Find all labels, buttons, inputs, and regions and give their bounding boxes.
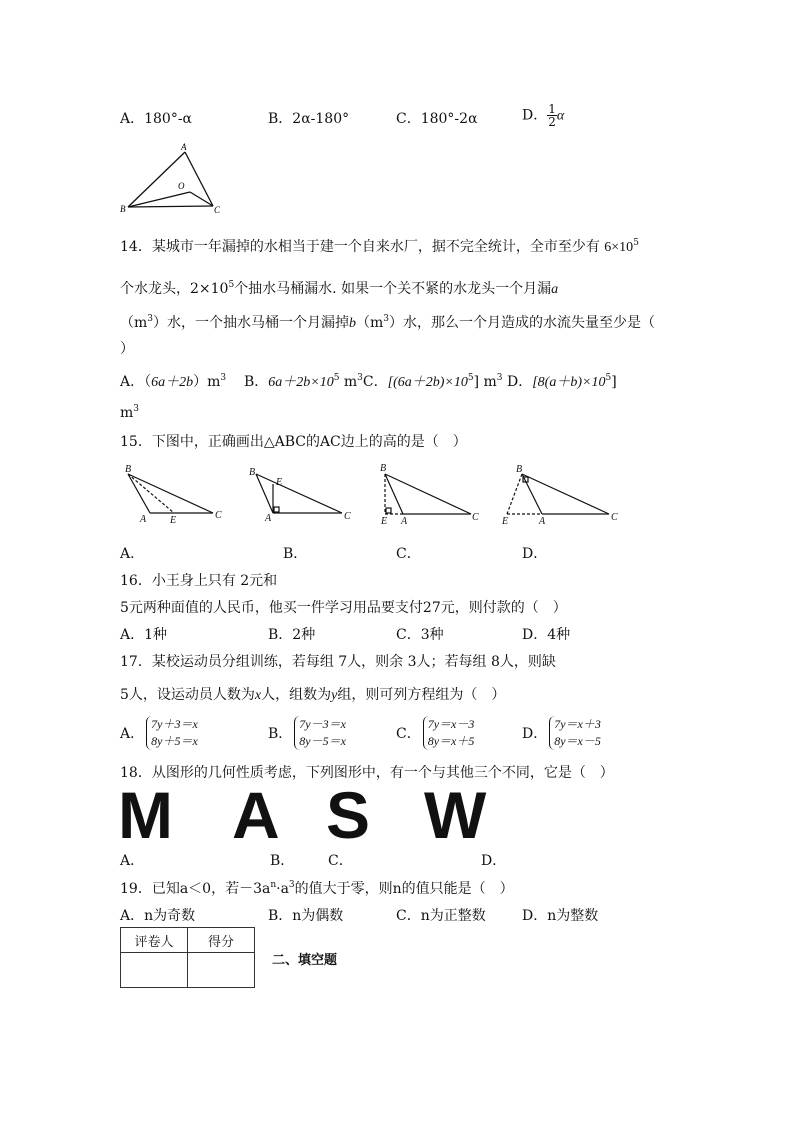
- q14-count1: 6×10: [604, 240, 634, 255]
- q18-option-d: D．: [481, 853, 507, 869]
- q14-line2: [120, 278, 558, 298]
- q15-option-b: B．: [283, 546, 308, 562]
- fig-label-c: C: [214, 205, 221, 215]
- q14-option-b-exp: 5: [333, 373, 340, 383]
- q17-option-a-label: A．: [120, 726, 145, 742]
- letter-w: W: [424, 778, 487, 852]
- q17-b-eq1: 7y－3＝x: [299, 717, 346, 731]
- q13-triangle-figure: [115, 142, 230, 216]
- q16-option-c: C．3种: [396, 627, 444, 643]
- q14-option-c-exp: 5: [467, 373, 474, 383]
- q17-a-eq1: 7y＋3＝x: [151, 717, 198, 731]
- q19-text-b: ·a: [276, 881, 289, 897]
- q14-option-d-close: ]: [611, 374, 617, 390]
- q17-line2a: 5人，设运动员人数为: [120, 687, 255, 703]
- frac-numerator: 1: [548, 102, 556, 116]
- q14-line3a: （m: [120, 315, 148, 331]
- fig-label-o: O: [178, 181, 185, 191]
- letter-a: A: [232, 778, 280, 852]
- fig-c-label-b: B: [380, 463, 387, 474]
- q18-option-a: A．: [120, 853, 145, 869]
- equation-system-d: [549, 716, 601, 750]
- q17-line2c: 组，则可列方程组为（ ）: [337, 687, 506, 703]
- q14-option-d-label: D．: [506, 374, 533, 390]
- fig-label-b: B: [120, 204, 126, 214]
- fraction-half: [547, 103, 557, 128]
- q17-d-eq1: 7y＝x＋3: [554, 717, 601, 731]
- q14-line3d: ）水，那么一个月造成的水流失量至少是（: [389, 315, 656, 331]
- q14-option-b-label: B．: [243, 374, 269, 390]
- q17-line2b: 人，组数为: [261, 687, 332, 703]
- letter-m: M: [118, 778, 173, 852]
- q14-line3b: ）水，一个抽水马桶一个月漏掉: [153, 315, 350, 331]
- q14-count2: 2×10: [190, 281, 229, 297]
- q14-options: [120, 371, 617, 391]
- q17-option-b-label: B．: [268, 726, 293, 742]
- q14-option-d-expr: [8(a＋b)×10: [532, 375, 606, 390]
- q17-line1: 17．某校运动员分组训练，若每组 7人，则余 3人；若每组 8人，则缺: [120, 654, 556, 670]
- equation-system-c: [423, 716, 475, 750]
- fig-b-label-e: E: [276, 477, 283, 488]
- q19-option-c: C．n为正整数: [396, 908, 486, 924]
- q17-option-c: [396, 716, 474, 750]
- q19-sup-3: 3: [288, 880, 295, 890]
- q14-option-a-cube: 3: [220, 373, 227, 383]
- q14-tail-unit: [120, 405, 139, 421]
- q14-var-a: a: [551, 282, 559, 297]
- frac-denominator: 2: [548, 115, 556, 129]
- q17-line2: [120, 684, 505, 704]
- q17-d-eq2: 8y＝x－5: [554, 734, 601, 748]
- fig-c-label-e: E: [381, 516, 388, 527]
- q13-option-d: [522, 103, 564, 128]
- q14-option-c-label: C．: [362, 374, 388, 390]
- score-table-score-header: 得分: [188, 928, 255, 953]
- q14-line2b: 个抽水马桶漏水. 如果一个关不紧的水龙头一个月漏: [234, 281, 552, 297]
- fig-a-label-b: B: [125, 464, 132, 475]
- q19-question: [120, 878, 514, 898]
- q14-line4: ）: [120, 341, 134, 357]
- fig-b-label-c: C: [344, 511, 351, 522]
- q15-figures: [110, 462, 630, 528]
- score-table-grader-cell[interactable]: [121, 953, 188, 988]
- section-title-fill-in: 二、填空题: [272, 953, 338, 968]
- fig-c-label-a: A: [401, 516, 408, 527]
- q19-option-a: A．n为奇数: [120, 908, 196, 924]
- fig-d-label-b: B: [516, 464, 523, 475]
- q14-option-c-unit: m: [483, 374, 497, 390]
- q17-a-eq2: 8y＋5＝x: [151, 734, 198, 748]
- score-table-score-cell[interactable]: [188, 953, 255, 988]
- q17-c-eq1: 7y＝x－3: [427, 717, 475, 731]
- q17-var-y: y: [331, 688, 338, 703]
- q17-b-eq2: 8y－5＝x: [299, 734, 346, 748]
- q14-number: 14．: [120, 239, 152, 255]
- q18-option-c: C．: [328, 853, 353, 869]
- score-table: [120, 927, 255, 988]
- fig-b-label-b: B: [249, 467, 256, 478]
- q16-option-d: D．4种: [522, 627, 571, 643]
- fig-b-label-a: A: [265, 513, 272, 524]
- q14-option-a-expr: 6a＋2b: [151, 375, 194, 390]
- equation-system-a: [146, 716, 198, 750]
- q18-question: 18．从图形的几何性质考虑，下列图形中，有一个与其他三个不同，它是（ ）: [120, 765, 614, 781]
- q14-option-d-exp: 5: [605, 373, 612, 383]
- fig-label-a: A: [181, 142, 187, 152]
- q16-line1: 16．小王身上只有 2元和: [120, 573, 278, 589]
- q17-option-b: [268, 716, 346, 750]
- q17-option-d-label: D．: [522, 726, 548, 742]
- q19-text-a: 19．已知a＜0，若－3a: [120, 881, 271, 897]
- fig-a-label-c: C: [215, 510, 222, 521]
- fig-d-label-c: C: [611, 512, 618, 523]
- q14-line1-text: 某城市一年漏掉的水相当于建一个自来水厂，据不完全统计，全市至少有: [151, 239, 600, 255]
- q14-tail-unit-text: m: [120, 405, 134, 421]
- q14-option-c-expr: [(6a＋2b)×10: [387, 375, 468, 390]
- q16-option-b: B．2种: [268, 627, 316, 643]
- q13-option-b: B．2α-180°: [268, 111, 350, 127]
- q14-option-b-unit: m: [343, 374, 358, 390]
- q18-option-b: B．: [270, 853, 295, 869]
- q13-option-d-var: α: [556, 108, 565, 124]
- q17-option-c-label: C．: [396, 726, 421, 742]
- equation-system-b: [294, 716, 346, 750]
- q17-c-eq2: 8y＝x＋5: [427, 734, 475, 748]
- q15-option-c: C．: [396, 546, 421, 562]
- q15-question: 15．下图中，正确画出△ABC的AC边上的高的是（ ）: [120, 434, 467, 450]
- fig-d-label-e: E: [502, 516, 509, 527]
- q19-text-c: 的值大于零，则n的值只能是（ ）: [294, 881, 514, 897]
- q14-option-b-cube: 3: [357, 373, 363, 383]
- q15-option-a: A．: [120, 546, 145, 562]
- q15-option-d: D．: [522, 546, 548, 562]
- q14-exp2: 5: [228, 280, 235, 290]
- q17-option-d: [522, 716, 601, 750]
- q14-tail-cube: 3: [133, 404, 140, 414]
- q14-cube2: 3: [383, 314, 390, 324]
- q14-line1: [120, 236, 639, 256]
- score-table-grader-header: 评卷人: [121, 928, 188, 953]
- fig-a-label-e: E: [170, 515, 177, 526]
- q16-line2: 5元两种面值的人民币，他买一件学习用品要支付27元，则付款的（ ）: [120, 600, 567, 616]
- letter-s: S: [326, 778, 371, 852]
- q13-option-d-label: D．: [522, 107, 548, 124]
- q13-option-a: A．180°-α: [120, 111, 193, 127]
- q14-option-a-unit: ）m: [193, 374, 221, 390]
- q17-option-a: [120, 716, 198, 750]
- fig-a-label-a: A: [140, 514, 147, 525]
- q14-option-c-cube: 3: [496, 373, 503, 383]
- q14-exp1: 5: [633, 238, 639, 248]
- q14-line2a: 个水龙头，: [120, 281, 190, 297]
- q19-option-d: D．n为整数: [522, 908, 599, 924]
- q19-sup-n: n: [270, 880, 277, 890]
- fig-d-label-a: A: [539, 516, 546, 527]
- q14-cube1: 3: [147, 314, 154, 324]
- q13-option-c: C．180°-2α: [396, 111, 478, 127]
- q14-line3: [120, 312, 655, 332]
- q14-option-a-label: A．（: [120, 374, 152, 390]
- q14-option-c-close: ]: [473, 374, 480, 390]
- q19-option-b: B．n为偶数: [268, 908, 344, 924]
- q17-var-x: x: [254, 688, 262, 703]
- q16-option-a: A．1种: [120, 627, 168, 643]
- q14-var-b: b: [349, 316, 357, 331]
- fig-c-label-c: C: [472, 512, 479, 523]
- q14-line3c: （m: [356, 315, 384, 331]
- q14-option-b-expr: 6a＋2b×10: [268, 375, 334, 390]
